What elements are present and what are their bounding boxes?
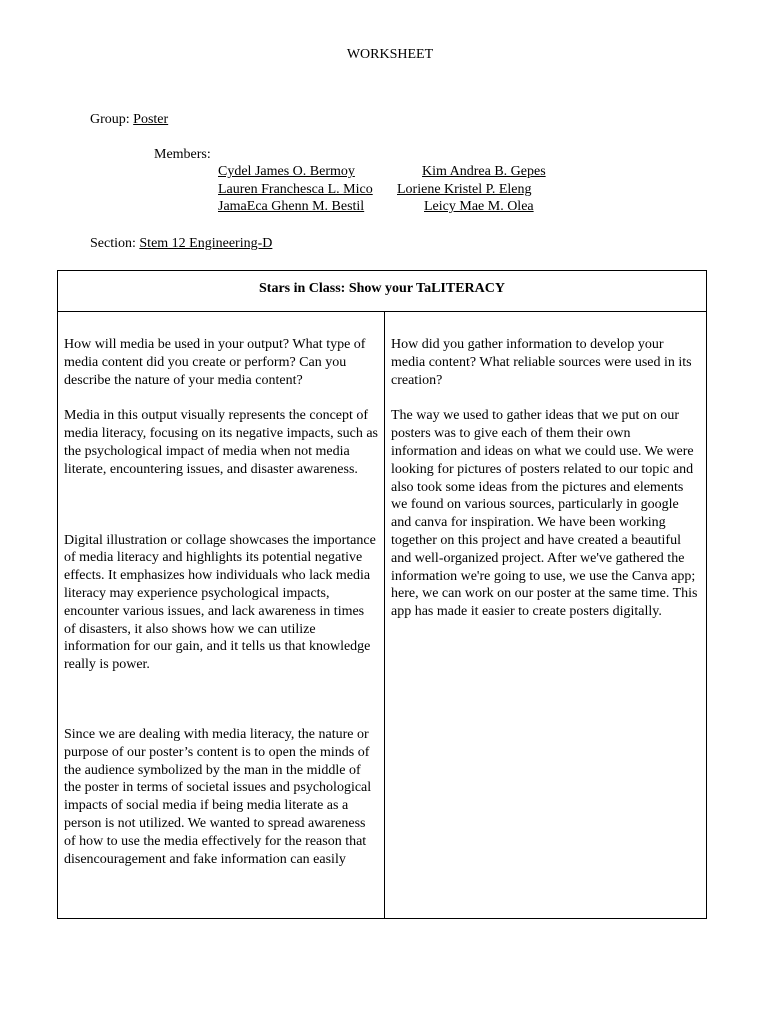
member-name: Loriene Kristel P. Eleng (397, 181, 532, 197)
members-label: Members: (154, 147, 211, 162)
table-header: Stars in Class: Show your TaLITERACY (58, 271, 706, 312)
group-label: Group: (90, 112, 130, 127)
left-answer-paragraph: Media in this output visually represents the concept of media literacy, focusing on its negative impacts, such as the psychological impact of media when not media literate, encountering issues, and disaster awareness. (64, 408, 379, 477)
group-line (90, 112, 168, 128)
right-answer-paragraph: The way we used to gather ideas that we put on our posters was to give each of them their own information and ideas on what we could use. We were looking for pictures of posters related to our topic and also took some ideas from the pictures and elements we found on various sources, particularly in google and canva for inspiration. We have been working together on this project and have created a beautiful and well-organized project. After we've gathered the information we're going to use, we use the Canva app; here, we can work on our poster at the same time. This app has made it easier to create posters digitally. (391, 408, 698, 620)
page-title: WORKSHEET (346, 47, 434, 62)
left-answer-paragraph: Digital illustration or collage showcases the importance of media literacy and highlights its potential negative effects. It emphasizes how individuals who lack media literacy may experience psychological impacts, encounter various issues, and lack awareness in times of disasters, it also shows how we can utilize information for our gain, and it tells us that knowledge really is power. (64, 532, 376, 673)
section-value: Stem 12 Engineering-D (139, 236, 273, 251)
section-line (90, 236, 272, 252)
right-column (385, 312, 706, 918)
group-value: Poster (133, 112, 169, 127)
member-name: Leicy Mae M. Olea (424, 199, 534, 214)
member-row (218, 199, 578, 217)
section-label: Section: (90, 236, 136, 251)
member-row (218, 164, 578, 182)
member-name: Lauren Franchesca L. Mico (218, 181, 373, 197)
left-question: How will media be used in your output? What type of media content did you create or perform? Can you describe the nature of your media content? (64, 337, 366, 388)
members-list (218, 164, 578, 217)
right-question: How did you gather information to develop your media content? What reliable sources were used in its creation? (391, 337, 692, 388)
member-row (218, 182, 578, 200)
left-column (58, 312, 385, 918)
member-name: Kim Andrea B. Gepes (422, 164, 546, 179)
member-name: JamaEca Ghenn M. Bestil (218, 199, 365, 214)
worksheet-table (57, 270, 707, 919)
left-answer-paragraph: Since we are dealing with media literacy, the nature or purpose of our poster’s content is to open the minds of the audience symbolized by the man in the middle of the poster in terms of societal issues and psychological impacts of social media if being media literate as a person is not utilized. We wanted to spread awareness of how to use the media effectively for the reason that disencouragement and fake information can easily (64, 726, 372, 867)
member-name: Cydel James O. Bermoy (218, 164, 355, 179)
